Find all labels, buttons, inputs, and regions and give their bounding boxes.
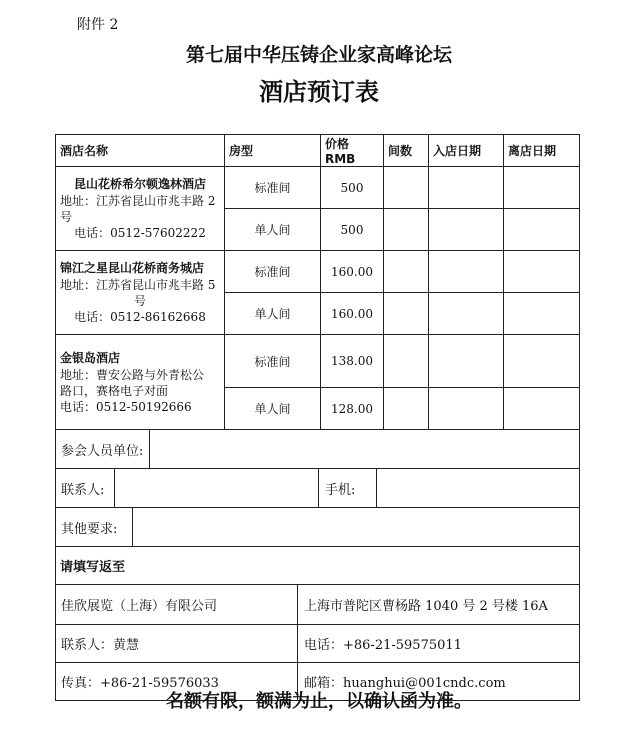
other-cell bbox=[56, 508, 580, 547]
page-subtitle: 酒店预订表 bbox=[259, 78, 379, 106]
checkin-input[interactable] bbox=[429, 293, 504, 335]
room-type: 标准间 bbox=[225, 335, 321, 388]
hotel-name: 金银岛酒店 bbox=[60, 350, 121, 365]
checkin-input[interactable] bbox=[429, 388, 504, 430]
unit-cell bbox=[56, 430, 580, 469]
return-company-cell bbox=[56, 585, 580, 625]
footer-note: 名额有限，额满为止，以确认函为准。 bbox=[166, 691, 472, 712]
room-price: 160.00 bbox=[321, 293, 384, 335]
return-contact: 联系人：黄慧 bbox=[56, 625, 298, 662]
nights-input[interactable] bbox=[384, 251, 429, 293]
header-room: 房型 bbox=[225, 135, 321, 167]
hotel-phone: 电话：0512-86162668 bbox=[74, 310, 206, 324]
hotel-address-cont: 路口，赛格电子对面 bbox=[60, 383, 169, 398]
other-row bbox=[56, 508, 580, 547]
return-phone: 电话：+86-21-59575011 bbox=[304, 638, 462, 653]
return-address: 上海市普陀区曹杨路 1040 号 2 号楼 16A bbox=[304, 599, 548, 614]
checkin-input[interactable] bbox=[429, 209, 504, 251]
unit-input[interactable] bbox=[150, 430, 579, 468]
return-contact-cell bbox=[56, 625, 580, 663]
table-row bbox=[56, 251, 580, 293]
hotel-info-cell bbox=[56, 335, 225, 430]
hotel-address: 地址：曹安公路与外青松公 bbox=[60, 367, 205, 382]
nights-input[interactable] bbox=[384, 335, 429, 388]
header-checkin: 入店日期 bbox=[429, 135, 504, 167]
checkout-input[interactable] bbox=[504, 335, 580, 388]
hotel-address-cont: 号 bbox=[133, 294, 146, 308]
checkin-input[interactable] bbox=[429, 167, 504, 209]
contact-cell bbox=[56, 469, 580, 508]
checkout-input[interactable] bbox=[504, 251, 580, 293]
room-price: 128.00 bbox=[321, 388, 384, 430]
table-header-row bbox=[56, 135, 580, 167]
header-hotel: 酒店名称 bbox=[56, 135, 225, 167]
return-label: 请填写返至 bbox=[56, 547, 580, 585]
nights-input[interactable] bbox=[384, 293, 429, 335]
hotel-info-cell bbox=[56, 251, 225, 335]
nights-input[interactable] bbox=[384, 167, 429, 209]
hotel-name: 锦江之星昆山花桥商务城店 bbox=[60, 261, 205, 275]
return-fax: 传真：+86-21-59576033 bbox=[56, 663, 298, 700]
room-price: 500 bbox=[321, 167, 384, 209]
header-nights: 间数 bbox=[384, 135, 429, 167]
contact-label: 联系人: bbox=[56, 469, 115, 507]
room-price: 138.00 bbox=[321, 335, 384, 388]
return-row bbox=[56, 585, 580, 625]
contact-row bbox=[56, 469, 580, 508]
checkout-input[interactable] bbox=[504, 209, 580, 251]
return-email: 邮箱：huanghui@001cndc.com bbox=[304, 676, 506, 691]
hotel-address: 地址：江苏省昆山市兆丰路 2 bbox=[60, 194, 216, 208]
checkout-input[interactable] bbox=[504, 388, 580, 430]
booking-form-table bbox=[55, 134, 580, 701]
room-type: 标准间 bbox=[225, 167, 321, 209]
nights-input[interactable] bbox=[384, 209, 429, 251]
checkout-input[interactable] bbox=[504, 167, 580, 209]
header-price: 价格 RMB bbox=[321, 135, 384, 167]
return-header-row bbox=[56, 547, 580, 585]
hotel-address: 地址：江苏省昆山市兆丰路 5 bbox=[60, 278, 216, 292]
table-row bbox=[56, 335, 580, 388]
room-type: 标准间 bbox=[225, 251, 321, 293]
hotel-phone: 电话：0512-57602222 bbox=[74, 226, 206, 240]
unit-label: 参会人员单位: bbox=[56, 430, 150, 468]
room-price: 500 bbox=[321, 209, 384, 251]
return-company: 佳欣展览（上海）有限公司 bbox=[56, 585, 298, 624]
page-title: 第七届中华压铸企业家高峰论坛 bbox=[185, 44, 452, 66]
checkin-input[interactable] bbox=[429, 335, 504, 388]
hotel-address-cont: 号 bbox=[60, 210, 73, 224]
hotel-info-cell bbox=[56, 167, 225, 251]
room-type: 单人间 bbox=[225, 209, 321, 251]
room-type: 单人间 bbox=[225, 293, 321, 335]
attachment-label: 附件 2 bbox=[77, 17, 119, 33]
other-input[interactable] bbox=[133, 508, 579, 546]
mobile-label: 手机: bbox=[319, 469, 377, 507]
return-row bbox=[56, 625, 580, 663]
unit-row bbox=[56, 430, 580, 469]
checkin-input[interactable] bbox=[429, 251, 504, 293]
contact-input[interactable] bbox=[115, 469, 319, 507]
mobile-input[interactable] bbox=[377, 469, 579, 507]
header-checkout: 离店日期 bbox=[504, 135, 580, 167]
room-type: 单人间 bbox=[225, 388, 321, 430]
hotel-name: 昆山花桥希尔顿逸林酒店 bbox=[73, 177, 206, 191]
room-price: 160.00 bbox=[321, 251, 384, 293]
table-row bbox=[56, 167, 580, 209]
other-label: 其他要求: bbox=[56, 508, 133, 546]
checkout-input[interactable] bbox=[504, 293, 580, 335]
nights-input[interactable] bbox=[384, 388, 429, 430]
hotel-phone: 电话：0512-50192666 bbox=[60, 399, 192, 414]
